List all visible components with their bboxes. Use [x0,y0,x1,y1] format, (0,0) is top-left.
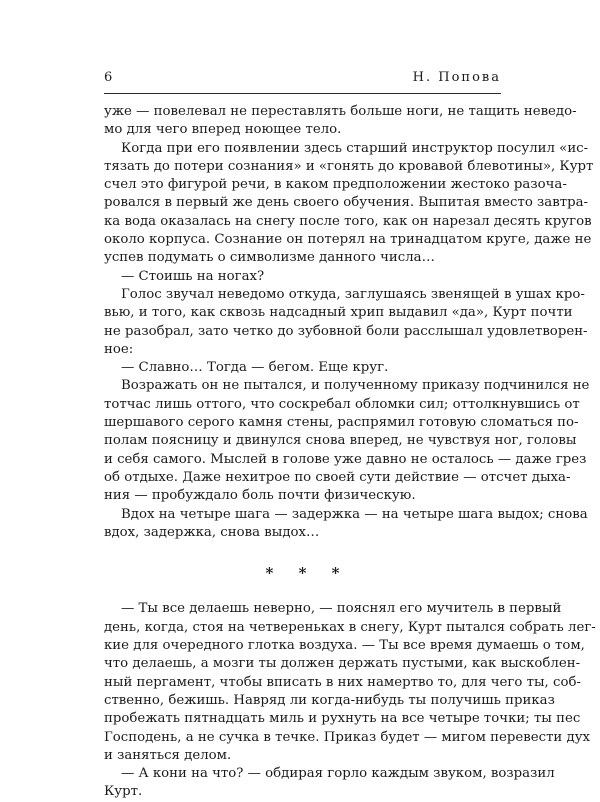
text-line: кие для очередного глотка воздуха. — Ты все время думаешь о том, [104,638,585,654]
text-line: уже — повелевал не переставлять больше ноги, не тащить неведо- [104,104,577,119]
text-line: что делаешь, а мозги ты должен держать пустыми, как выскоблен- [104,656,581,672]
text-line: — Ты все делаешь неверно, — пояснял его мучитель в первый [121,601,562,617]
text-line: Господень, а не сучка в течке. Приказ будет — мигом перевести дух [104,729,591,745]
text-line: Курт. [104,784,143,800]
section-1 [104,103,594,542]
text-line: полам поясницу и двинулся снова вперед, не чувствуя ног, головы [104,433,577,449]
text-line: Вдох на четыре шага — задержка — на четыре шага выдох; снова [121,506,588,522]
text-line: Возражать он не пытался, и полученному приказу подчинился не [121,378,590,394]
section-2 [104,600,596,801]
text-line: ный пергамент, чтобы вписать в них намертво то, для чего ты, соб- [104,674,581,690]
section-separator: * * * [265,564,350,583]
text-line: об отдыхе. Даже нехитрое по своей сути действие — отсчет дыха- [104,469,571,485]
text-line: ка вода оказалась на снегу после того, как он нарезал десять кругов [104,213,592,229]
text-line: пробежать пятнадцать миль и рухнуть на все четыре точки; ты пес [104,711,581,727]
text-line: не разобрал, зато четко до зубовной боли расслышал удовлетворен- [104,323,588,339]
text-line: ственно, бежишь. Навряд ли когда-нибудь ты получишь приказ [104,692,555,708]
text-line: — Славно… Тогда — бегом. Еще круг. [121,360,389,376]
text-line: вью, и того, как сквозь надсадный хрип выдавил «да», Курт почти [104,305,573,321]
text-line: Голос звучал неведомо откуда, заглушаясь звенящей в ушах кро- [121,286,585,302]
text-line: тотчас лишь оттого, что соскребал обломки сил; оттолкнувшись от [104,396,580,412]
text-line: ровался в первый же день своего обучения. Выпитая вместо завтра- [104,195,588,211]
text-line: — А кони на что? — обдирая горло каждым звуком, возразил [121,766,555,782]
running-head: Н. Попова [412,70,501,85]
header-rule [104,93,501,94]
text-line: успев подумать о символизме данного числа… [104,250,435,266]
page-number: 6 [104,70,113,85]
text-line: и себя самого. Мыслей в голове уже давно не осталось — даже грез [104,451,587,467]
text-line: ное: [104,341,134,357]
text-line: день, когда, стоя на четвереньках в снегу, Курт пытался собрать лег- [104,619,596,635]
text-line: тязать до потери сознания» и «гонять до кровавой блевотины», Курт [104,158,594,174]
text-line: Когда при его появлении здесь старший инструктор посулил «ис- [121,140,589,156]
page-header [104,70,501,92]
text-line: вдох, задержка, снова выдох… [104,524,320,540]
page-body [104,103,596,802]
text-line: шершавого серого камня стены, распрямил готовую сломаться по- [104,415,579,431]
text-line: и заняться делом. [104,747,232,763]
text-line: около корпуса. Сознание он потерял на тринадцатом круге, даже не [104,232,592,248]
text-line: — Стоишь на ногах? [121,268,265,284]
text-line: счел это фигурой речи, в каком предположении жестоко разоча- [104,177,567,193]
text-line: мо для чего вперед ноющее тело. [104,122,342,138]
text-line: ния — пробуждало боль почти физическую. [104,488,416,504]
